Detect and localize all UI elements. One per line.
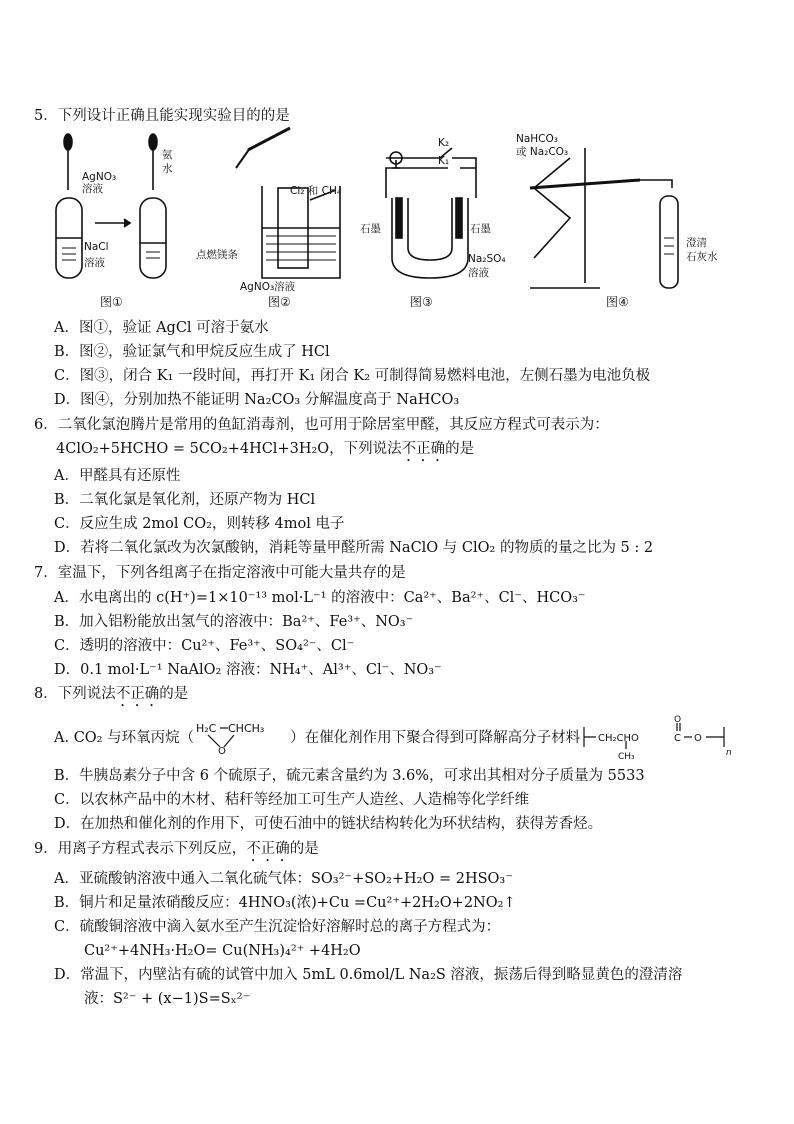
polymer-carbon: C [674,733,682,744]
fig2-label: 图② [268,295,291,309]
fig4-lime-1: 澄清 [686,237,707,249]
q9-option-d-cont: 液：S²⁻ + (x−1)S=Sₓ²⁻ [84,991,251,1007]
q6-option-c: C．反应生成 2mol CO₂，则转移 4mol 电子 [54,516,345,532]
fig3-solution: 溶液 [468,267,489,279]
q7-option-b: B．加入铝粉能放出氢气的溶液中：Ba²⁺、Fe³⁺、NO₃⁻ [54,614,414,630]
q8-option-c: C．以农林产品中的木材、秸秆等经加工可生产人造丝、人造棉等化学纤维 [54,792,530,808]
fig3-left-graphite: 石墨 [360,223,381,235]
figure-2-diagram [236,128,340,278]
q8-option-a-mid: ）在催化剂作用下聚合得到可降解高分子材料 [290,730,581,746]
fig3-label: 图③ [410,295,433,309]
fig3-k2: K₂ [438,137,450,149]
epoxypropane-structure [194,721,290,755]
figure-1-diagram [56,134,166,278]
fig1-nacl-solution: 溶液 [84,257,105,269]
fig3-right-graphite: 石墨 [470,223,491,235]
fig2-solution: AgNO₃溶液 [240,281,296,293]
q9-emphasis: 不正确 [246,841,290,857]
q9-option-a: A．亚硫酸钠溶液中通入二氧化硫气体：SO₃²⁻+SO₂+H₂O = 2HSO₃⁻ [54,871,513,887]
fig1-ammonia-2: 水 [162,163,173,175]
fig1-solution: 溶液 [82,183,103,195]
fig3-na2so4: Na₂SO₄ [468,253,506,265]
fig1-nacl: NaCl [84,241,109,253]
q5-figures [40,128,740,318]
q9-option-c-equation: Cu²⁺+4NH₃·H₂O= Cu(NH₃)₄²⁺ +4H₂O [84,943,361,959]
polymer-chain: CH₂CHO [598,733,639,744]
fig4-na2co3: 或 Na₂CO₃ [516,146,569,158]
q5-stem: 5．下列设计正确且能实现实验目的的是 [34,108,290,124]
q6-equation-pre: 4ClO₂+5HCHO = 5CO₂+4HCl+3H₂O，下列说法 [56,441,402,457]
q6-equation [56,439,474,465]
q6-option-d: D．若将二氧化氯改为次氯酸钠，消耗等量甲醛所需 NaClO 与 ClO₂ 的物质的量之比为 5 : 2 [54,540,654,556]
q7-option-d: D．0.1 mol·L⁻¹ NaAlO₂ 溶液：NH₄⁺、Al³⁺、Cl⁻、NO₃⁻ [54,662,442,678]
q6-stem: 6．二氧化氯泡腾片是常用的鱼缸消毒剂，也可用于除居室甲醛，其反应方程式可表示为： [34,417,609,433]
q6-emphasis: 不正确 [401,441,446,457]
q5-option-a: A．图①，验证 AgCl 可溶于氨水 [54,320,269,336]
q8-stem [34,684,188,710]
q8-stem-pre: 8．下列说法 [34,686,116,702]
q8-option-a [54,715,732,762]
polymer-methyl: CH₃ [618,752,635,762]
q9-stem-pre: 9．用离子方程式表示下列反应， [34,841,247,857]
epoxide-ch: CHCH₃ [228,722,265,735]
fig1-label: 图① [100,295,123,309]
epoxide-oxygen: O [218,746,226,757]
q6-option-b: B．二氧化氯是氧化剂，还原产物为 HCl [54,492,316,508]
fig2-ignite: 点燃镁条 [196,249,238,261]
epoxide-h2c: H₂C [196,722,217,735]
q8-option-d: D．在加热和催化剂的作用下，可使石油中的链状结构转化为环状结构，获得芳香烃。 [54,816,603,832]
q5-option-c: C．图③，闭合 K₁ 一段时间，再打开 K₁ 闭合 K₂ 可制得简易燃料电池，左侧石墨为电池负极 [54,368,651,384]
q7-stem: 7．室温下，下列各组离子在指定溶液中可能大量共存的是 [34,565,406,581]
fig2-gas: Cl₂ 和 CH₄ [290,185,342,197]
q5-option-d: D．图④，分别加热不能证明 Na₂CO₃ 分解温度高于 NaHCO₃ [54,392,460,408]
q8-stem-post: 的是 [159,686,189,702]
q7-option-c: C．透明的溶液中：Cu²⁺、Fe³⁺、SO₄²⁻、Cl⁻ [54,638,355,654]
q6-equation-post: 的是 [445,441,475,457]
q9-option-c: C．硫酸铜溶液中滴入氨水至产生沉淀恰好溶解时总的离子方程式为： [54,919,501,935]
q7-option-a: A．水电离出的 c(H⁺)=1×10⁻¹³ mol·L⁻¹ 的溶液中：Ca²⁺、Ba²⁺、Cl⁻、HCO₃⁻ [54,590,586,606]
q9-option-b: B．铜片和足量浓硝酸反应：4HNO₃(浓)+Cu =Cu²⁺+2H₂O+2NO₂↑ [54,895,516,911]
polymer-ester-o: O [694,733,702,744]
q6-option-a: A．甲醛具有还原性 [54,468,181,484]
figure-4-diagram [530,148,678,288]
q5-option-b: B．图②，验证氯气和甲烷反应生成了 HCl [54,344,330,360]
q8-option-b: B．牛胰岛素分子中含 6 个硫原子，硫元素含量约为 3.6%，可求出其相对分子质量为 5533 [54,768,645,784]
polymer-carbonyl-o: O [674,715,682,725]
q9-option-d: D．常温下，内壁沾有硫的试管中加入 5mL 0.6mol/L Na₂S 溶液，振荡后得到略显黄色的澄清溶 [54,967,683,983]
figure-3-diagram [386,148,476,278]
fig4-label: 图④ [606,295,629,309]
q9-stem-post: 的是 [289,841,319,857]
fig4-lime-2: 石灰水 [686,251,718,263]
polymer-structure [580,715,730,761]
fig4-nahco3: NaHCO₃ [516,133,558,145]
q8-option-a-pre: A. CO₂ 与环氧丙烷（ [54,730,195,746]
polymer-n: n [726,748,732,758]
fig3-k1: K₁ [438,155,450,167]
q8-emphasis: 不正确 [115,686,160,702]
fig1-agno3: AgNO₃ [82,171,117,183]
fig1-ammonia-1: 氨 [162,149,173,161]
q9-stem [34,839,319,865]
